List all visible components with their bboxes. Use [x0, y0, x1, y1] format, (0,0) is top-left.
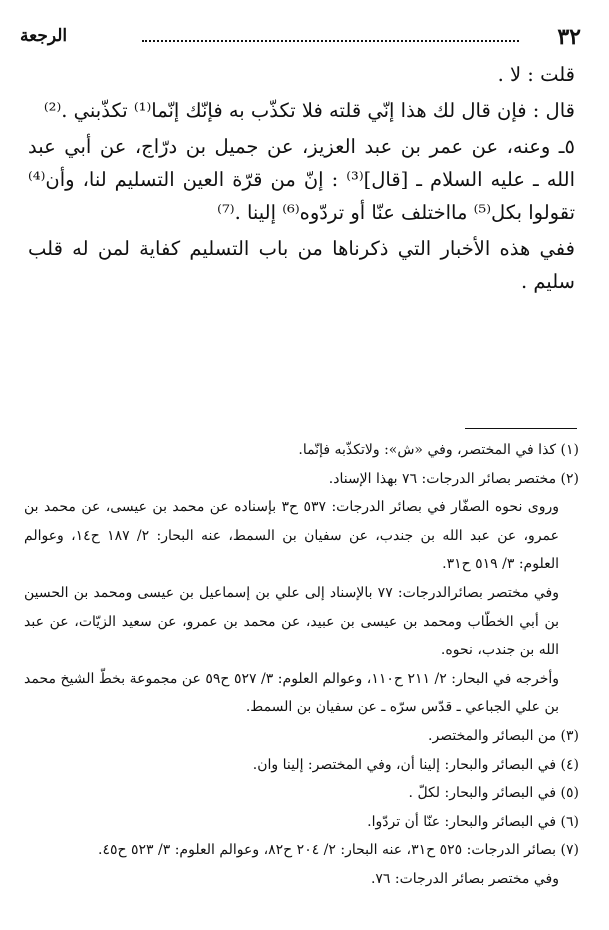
main-text: [28, 58, 575, 298]
footnote-2: (٢) مختصر بصائر الدرجات: ٧٦ بهذا الإسناد.: [328, 470, 579, 487]
header-leader-dots: [142, 40, 519, 42]
footnote-separator: [465, 428, 577, 429]
paragraph-answer: قال : فإن قال لك هذا إنّي قلته فلا تكذّب به فإنّك إنّما⁽¹⁾ تكذّبني .⁽²⁾: [43, 99, 575, 122]
footnote-6: (٦) في البصائر والبحار: عنّا أن تردّوا.: [367, 813, 579, 830]
footnotes: [24, 436, 579, 894]
paragraph-question: قلت : لا .: [497, 63, 575, 86]
footnote-3: (٣) من البصائر والمختصر.: [428, 727, 579, 744]
running-header: [20, 24, 589, 48]
footnote-2-continuation-a: وروى نحوه الصفّار في بصائر الدرجات: ٥٣٧ ح٣ بإسناده عن محمد بن عيسى، عن محمد بن عمرو، عن عبد الله بن جندب، عن سفيان بن السمط، عنه البحار: ٢/ ١٨٧ ح١٤، وعوالم العلوم: ٣/ ٥١٩ ح٣١.: [24, 499, 559, 573]
paragraph-hadith-5: ٥ـ وعنه، عن عمر بن عبد العزيز، عن جميل بن درّاج، عن أبي عبد الله ـ عليه السلام ـ [قال]⁽³⁾ : إنّ من قرّة العين التسليم لنا، وأن⁽⁴⁾ تقولوا بكل⁽⁵⁾ مااختلف عنّا أو تردّوه⁽⁶⁾ إلينا .⁽⁷⁾: [28, 135, 575, 224]
footnote-7-continuation: وفي مختصر بصائر الدرجات: ٧٦.: [370, 870, 559, 887]
footnote-1: (١) كذا في المختصر، وفي «ش»: ولاتكذّبه فإنّما.: [298, 442, 579, 458]
footnote-2-continuation-c: وأخرجه في البحار: ٢/ ٢١١ ح١١٠، وعوالم العلوم: ٣/ ٥٢٧ ح٥٩ عن مجموعة بخطّ الشيخ محمد بن علي الجباعي ـ قدّس سرّه ـ عن سفيان بن السمط.: [24, 670, 559, 716]
page-number: ٣٢: [557, 24, 581, 50]
footnote-7: (٧) بصائر الدرجات: ٥٢٥ ح٣١، عنه البحار: ٢/ ٢٠٤ ح٨٢، وعوالم العلوم: ٣/ ٥٢٣ ح٤٥.: [98, 842, 579, 859]
footnote-4: (٤) في البصائر والبحار: إلينا أن، وفي المختصر: إلينا وان.: [252, 756, 579, 773]
paragraph-conclusion: ففي هذه الأخبار التي ذكرناها من باب التسليم كفاية لمن له قلب سليم .: [28, 237, 575, 293]
footnote-2-continuation-b: وفي مختصر بصائرالدرجات: ٧٧ بالإسناد إلى علي بن إسماعيل بن عيسى ومحمد بن الحسين بن أبي الخطّاب ومحمد بن عيسى بن عبيد، عن محمد بن عمرو، عن سعيد الزيّات، عن عبد الله بن جندب، نحوه.: [24, 584, 559, 659]
footnote-5: (٥) في البصائر والبحار: لكلّ .: [408, 785, 579, 802]
running-title: الرجعة: [20, 26, 68, 46]
